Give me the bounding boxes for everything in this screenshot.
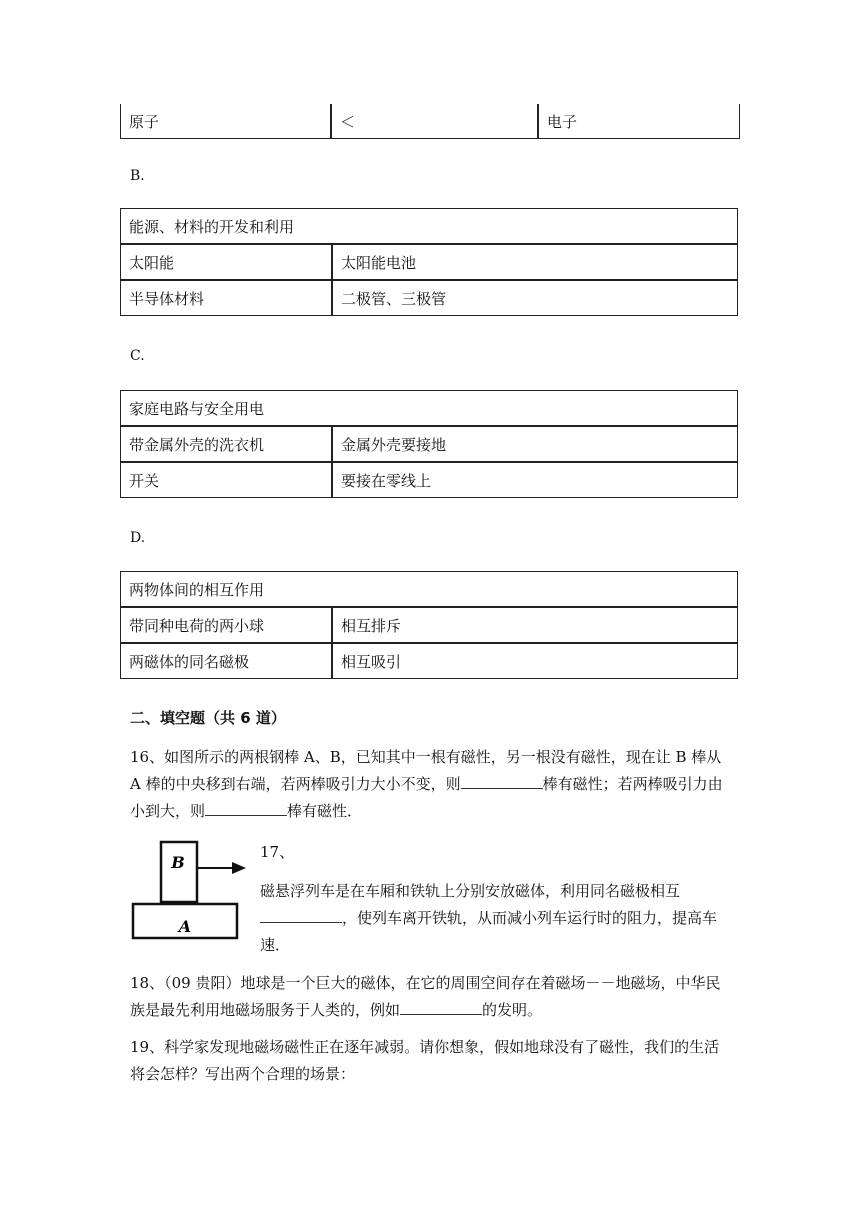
answer-blank[interactable]: [205, 800, 287, 816]
question-text: 16、如图所示的两根钢棒 A、B，已知其中一根有磁性，另一根没有磁性，现在让 B 棒从 A 棒的中央移到右端，若两棒吸引力大小不变，则: [130, 748, 722, 793]
question-17: [260, 878, 732, 959]
table-row: [120, 104, 740, 139]
question-text: ，使列车离开铁轨，从而减小列车运行时的阻力，提高车速．: [260, 909, 718, 954]
option-label-d: D.: [130, 530, 146, 546]
table-cell: 原子: [120, 104, 331, 139]
question-text: 磁悬浮列车是在车厢和铁轨上分别安放磁体，利用同名磁极相互: [260, 882, 681, 900]
section-heading: 二、填空题（共 6 道）: [130, 709, 286, 727]
question-text: 棒有磁性．: [287, 802, 363, 820]
question-16: [130, 744, 730, 825]
table-cell: 带同种电荷的两小球: [120, 607, 332, 643]
question-text: 18、（09 贵阳）地球是一个巨大的磁体，在它的周围空间存在着磁场－－地磁场，中华民族是最先利用地磁场服务于人类的，例如: [130, 974, 721, 1019]
question-18: [130, 970, 730, 1024]
table-row: [120, 607, 738, 643]
table-cell: 电子: [538, 104, 740, 139]
answer-blank[interactable]: [461, 773, 543, 789]
table-cell: 半导体材料: [120, 280, 332, 316]
table-cell: 二极管、三极管: [332, 280, 738, 316]
table-cell: 太阳能电池: [332, 244, 738, 280]
table-cell: ＜: [331, 104, 538, 139]
table-header: 家庭电路与安全用电: [120, 390, 738, 426]
table-cell: 开关: [120, 462, 332, 498]
steel-bars-figure: [128, 838, 248, 943]
table-cell: 相互吸引: [332, 643, 738, 679]
question-text: 19、科学家发现地磁场磁性正在逐年减弱。请你想象，假如地球没有了磁性，我们的生活将会怎样？写出两个合理的场景：: [130, 1038, 720, 1083]
table-row: [120, 643, 738, 679]
table-header: 能源、材料的开发和利用: [120, 208, 738, 244]
question-text: 的发明。: [482, 1001, 543, 1019]
table-a: [120, 104, 740, 139]
bar-a-label: A: [178, 917, 192, 936]
table-b: [120, 208, 738, 316]
option-label-b: B.: [130, 168, 145, 184]
table-header: 两物体间的相互作用: [120, 571, 738, 607]
table-d: [120, 571, 738, 679]
table-cell: 两磁体的同名磁极: [120, 643, 332, 679]
table-cell: 相互排斥: [332, 607, 738, 643]
arrow-head-icon: [232, 862, 246, 874]
answer-blank[interactable]: [260, 907, 342, 923]
table-cell: 金属外壳要接地: [332, 426, 738, 462]
bar-b-label: B: [171, 853, 185, 872]
table-row: [120, 244, 738, 280]
table-header-row: [120, 571, 738, 607]
option-label-c: C.: [130, 348, 145, 364]
table-cell: 要接在零线上: [332, 462, 738, 498]
table-cell: 带金属外壳的洗衣机: [120, 426, 332, 462]
table-row: [120, 426, 738, 462]
table-row: [120, 280, 738, 316]
question-19: [130, 1034, 730, 1088]
table-header-row: [120, 208, 738, 244]
answer-blank[interactable]: [400, 999, 482, 1015]
table-cell: 太阳能: [120, 244, 332, 280]
bar-b: [161, 842, 197, 902]
table-row: [120, 462, 738, 498]
table-c: [120, 390, 738, 498]
question-17-number: 17、: [260, 843, 295, 861]
table-header-row: [120, 390, 738, 426]
question-text: 棒有磁性；若两棒吸引力由小到大，则: [130, 775, 723, 820]
